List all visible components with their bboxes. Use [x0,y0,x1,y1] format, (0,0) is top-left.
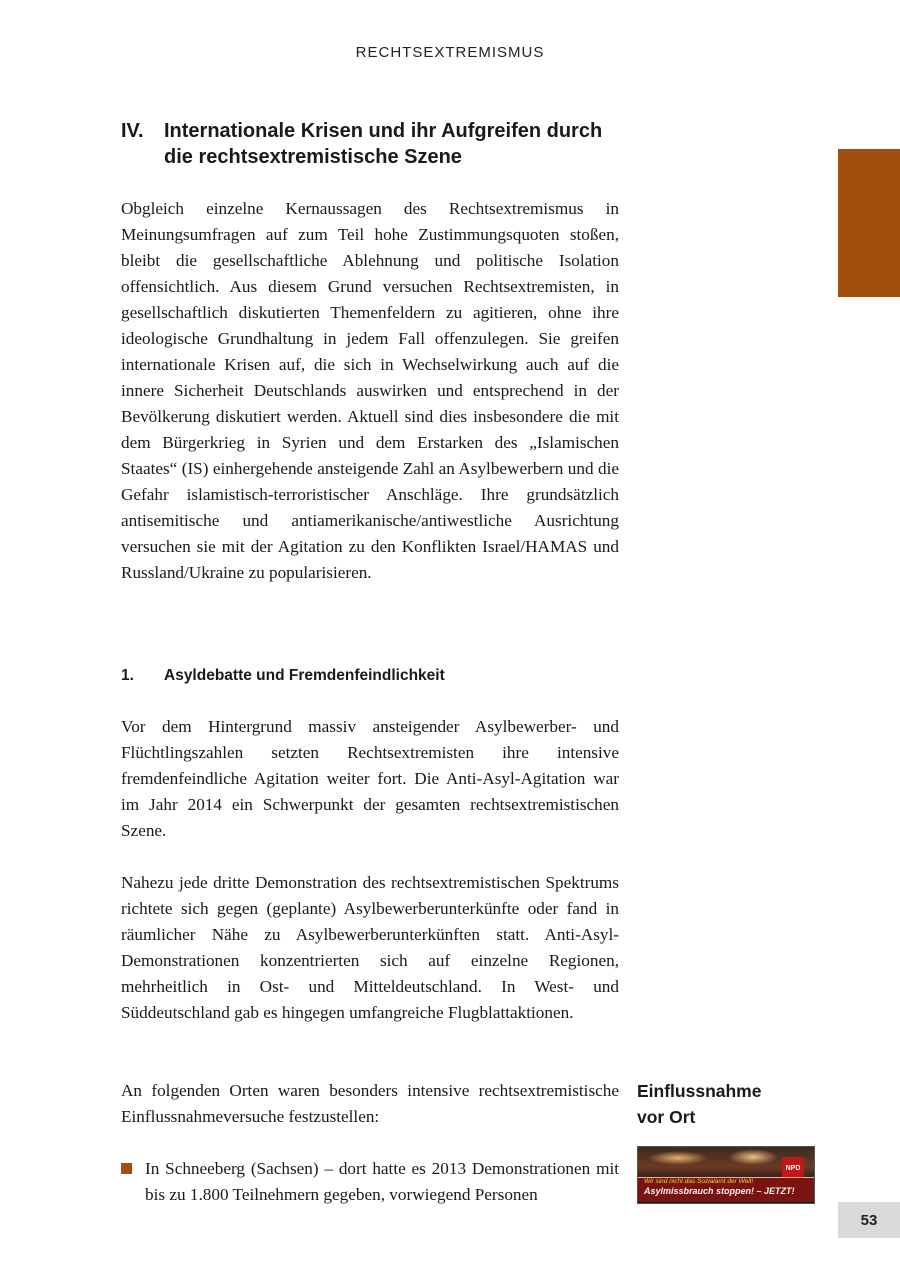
section-title: Asyldebatte und Fremdenfeindlichkeit [164,667,445,684]
chapter-color-tab [838,149,900,297]
margin-note-line2: vor Ort [637,1107,696,1127]
intro-paragraph: Obgleich einzelne Kernaussagen des Rechtsextremismus in Meinungsumfragen auf zum Teil hohe Zustimmungsquoten stoßen, bleibt die gesellschaftliche Ablehnung und politische Isolation offensichtlich. Aus diesem Grund versuchen Rechtsextremisten, in gesellschaftlich diskutierten Themenfeldern zu agitieren, ohne ihre ideologische Grundhaltung in jedem Fall offenzulegen. Sie greifen internationale Krisen auf, die sich in Wechselwirkung auch auf die innere Sicherheit Deutschlands auswirken und entsprechend in der Bevölkerung diskutiert werden. Aktuell sind dies insbesondere die mit dem Bürgerkrieg in Syrien und dem Erstarken des „Islamischen Staates“ (IS) einhergehende ansteigende Zahl an Asylbewerbern und die Gefahr islamistisch-terroristischer Anschläge. Ihre grundsätzlich antisemitische und antiamerikanische/antiwestliche Ausrichtung versuchen sie mit der Agitation zu den Konflikten Israel/HAMAS und Russland/Ukraine zu popularisieren. [121,199,619,582]
margin-note-line1: Einflussnahme [637,1081,762,1101]
page-number: 53 [838,1202,900,1238]
section-heading [121,665,621,687]
banner-line-2: Asylmissbrauch stoppen! – JETZT! [644,1186,795,1196]
list-item [121,1156,619,1208]
banner-line-1: Wir sind nicht das Sozialamt der Welt! [644,1178,754,1185]
paragraph-1: Vor dem Hintergrund massiv ansteigender Asylbewerber- und Flüchtlingszahlen setzten Rechtsextremisten ihre intensive fremdenfeindliche Agitation weiter fort. Die Anti-Asyl-Agitation war im Jahr 2014 ein Schwerpunkt der gesamten rechtsextremistischen Szene. [121,717,619,840]
margin-note [637,1078,827,1130]
demonstration-photo [637,1146,815,1204]
chapter-title: Internationale Krisen und ihr Aufgreifen durch die rechtsextremistische Szene [164,120,603,168]
bullet-list [121,1156,619,1208]
section-number: 1. [121,667,134,684]
party-logo: NPD [782,1157,804,1179]
chapter-heading [121,118,621,170]
chapter-number: IV. [121,120,144,142]
list-item-text: In Schneeberg (Sachsen) – dort hatte es 2013 Demonstrationen mit bis zu 1.800 Teilnehmern gegeben, vorwiegend Personen [145,1159,619,1204]
paragraph-2: Nahezu jede dritte Demonstration des rechtsextremistischen Spektrums richtete sich gegen (geplante) Asylbewerberunterkünfte oder fand in räumlicher Nähe zu Asylbewerberunterkünften statt. Anti-Asyl-Demonstrationen konzentrierten sich auf einzelne Regionen, mehrheitlich in Ost- und Mitteldeutschland. In West- und Süddeutschland gab es hingegen umfangreiche Flugblattaktionen. [121,873,619,1022]
paragraph-3: An folgenden Orten waren besonders intensive rechtsextremistische Einflussnahmeversuche festzustellen: [121,1081,619,1126]
square-bullet-icon [121,1163,132,1174]
running-head: RECHTSEXTREMISMUS [355,44,545,61]
